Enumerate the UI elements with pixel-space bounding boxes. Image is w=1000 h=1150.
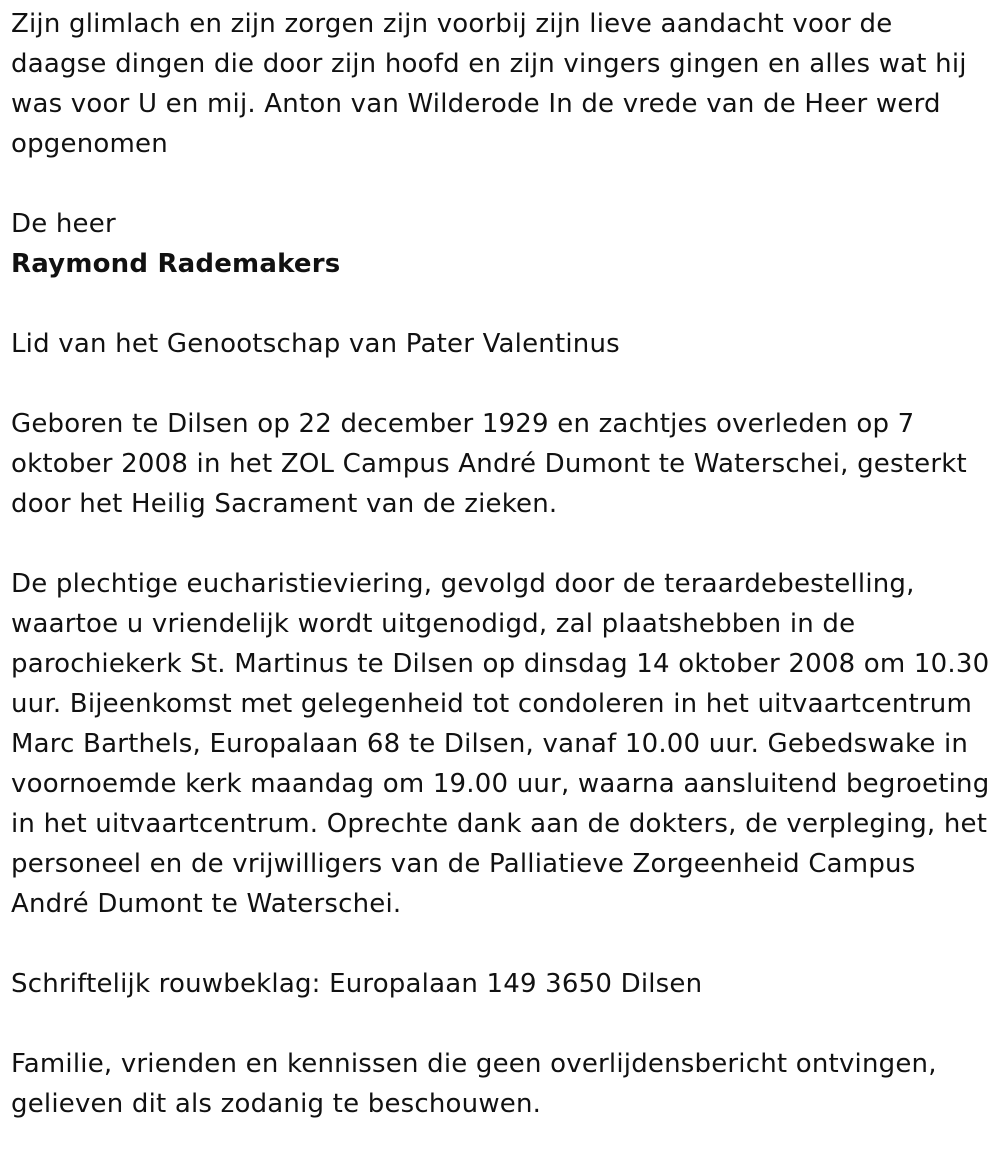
- birth-death-paragraph: Geboren te Dilsen op 22 december 1929 en zachtjes overleden op 7 oktober 2008 in het ZOL Campus André Dumont te Waterschei, gesterkt door het Heilig Sacrament van de zieken.: [11, 409, 967, 519]
- spacer: [11, 1004, 991, 1044]
- obituary-text: [11, 4, 991, 1124]
- spacer: [11, 524, 991, 564]
- spacer: [11, 364, 991, 404]
- membership-line: Lid van het Genootschap van Pater Valentinus: [11, 329, 620, 359]
- condolence-address: Schriftelijk rouwbeklag: Europalaan 149 3650 Dilsen: [11, 969, 703, 999]
- salutation: De heer: [11, 209, 116, 239]
- spacer: [11, 284, 991, 324]
- poem-paragraph: Zijn glimlach en zijn zorgen zijn voorbij zijn lieve aandacht voor de daagse dingen die door zijn hoofd en zijn vingers gingen en alles wat hij was voor U en mij. Anton van Wilderode In de vrede van de Heer werd opgenomen: [11, 9, 967, 159]
- closing-note: Familie, vrienden en kennissen die geen overlijdensbericht ontvingen, gelieven dit als zodanig te beschouwen.: [11, 1049, 937, 1119]
- spacer: [11, 924, 991, 964]
- deceased-name: Raymond Rademakers: [11, 249, 341, 279]
- ceremony-paragraph: De plechtige eucharistieviering, gevolgd door de teraardebestelling, waartoe u vriendelijk wordt uitgenodigd, zal plaatshebben in de parochiekerk St. Martinus te Dilsen op dinsdag 14 oktober 2008 om 10.30 uur. Bijeenkomst met gelegenheid tot condoleren in het uitvaartcentrum Marc Barthels, Europalaan 68 te Dilsen, vanaf 10.00 uur. Gebedswake in voornoemde kerk maandag om 19.00 uur, waarna aansluitend begroeting in het uitvaartcentrum. Oprechte dank aan de dokters, de verpleging, het personeel en de vrijwilligers van de Palliatieve Zorgeenheid Campus André Dumont te Waterschei.: [11, 569, 990, 919]
- spacer: [11, 164, 991, 204]
